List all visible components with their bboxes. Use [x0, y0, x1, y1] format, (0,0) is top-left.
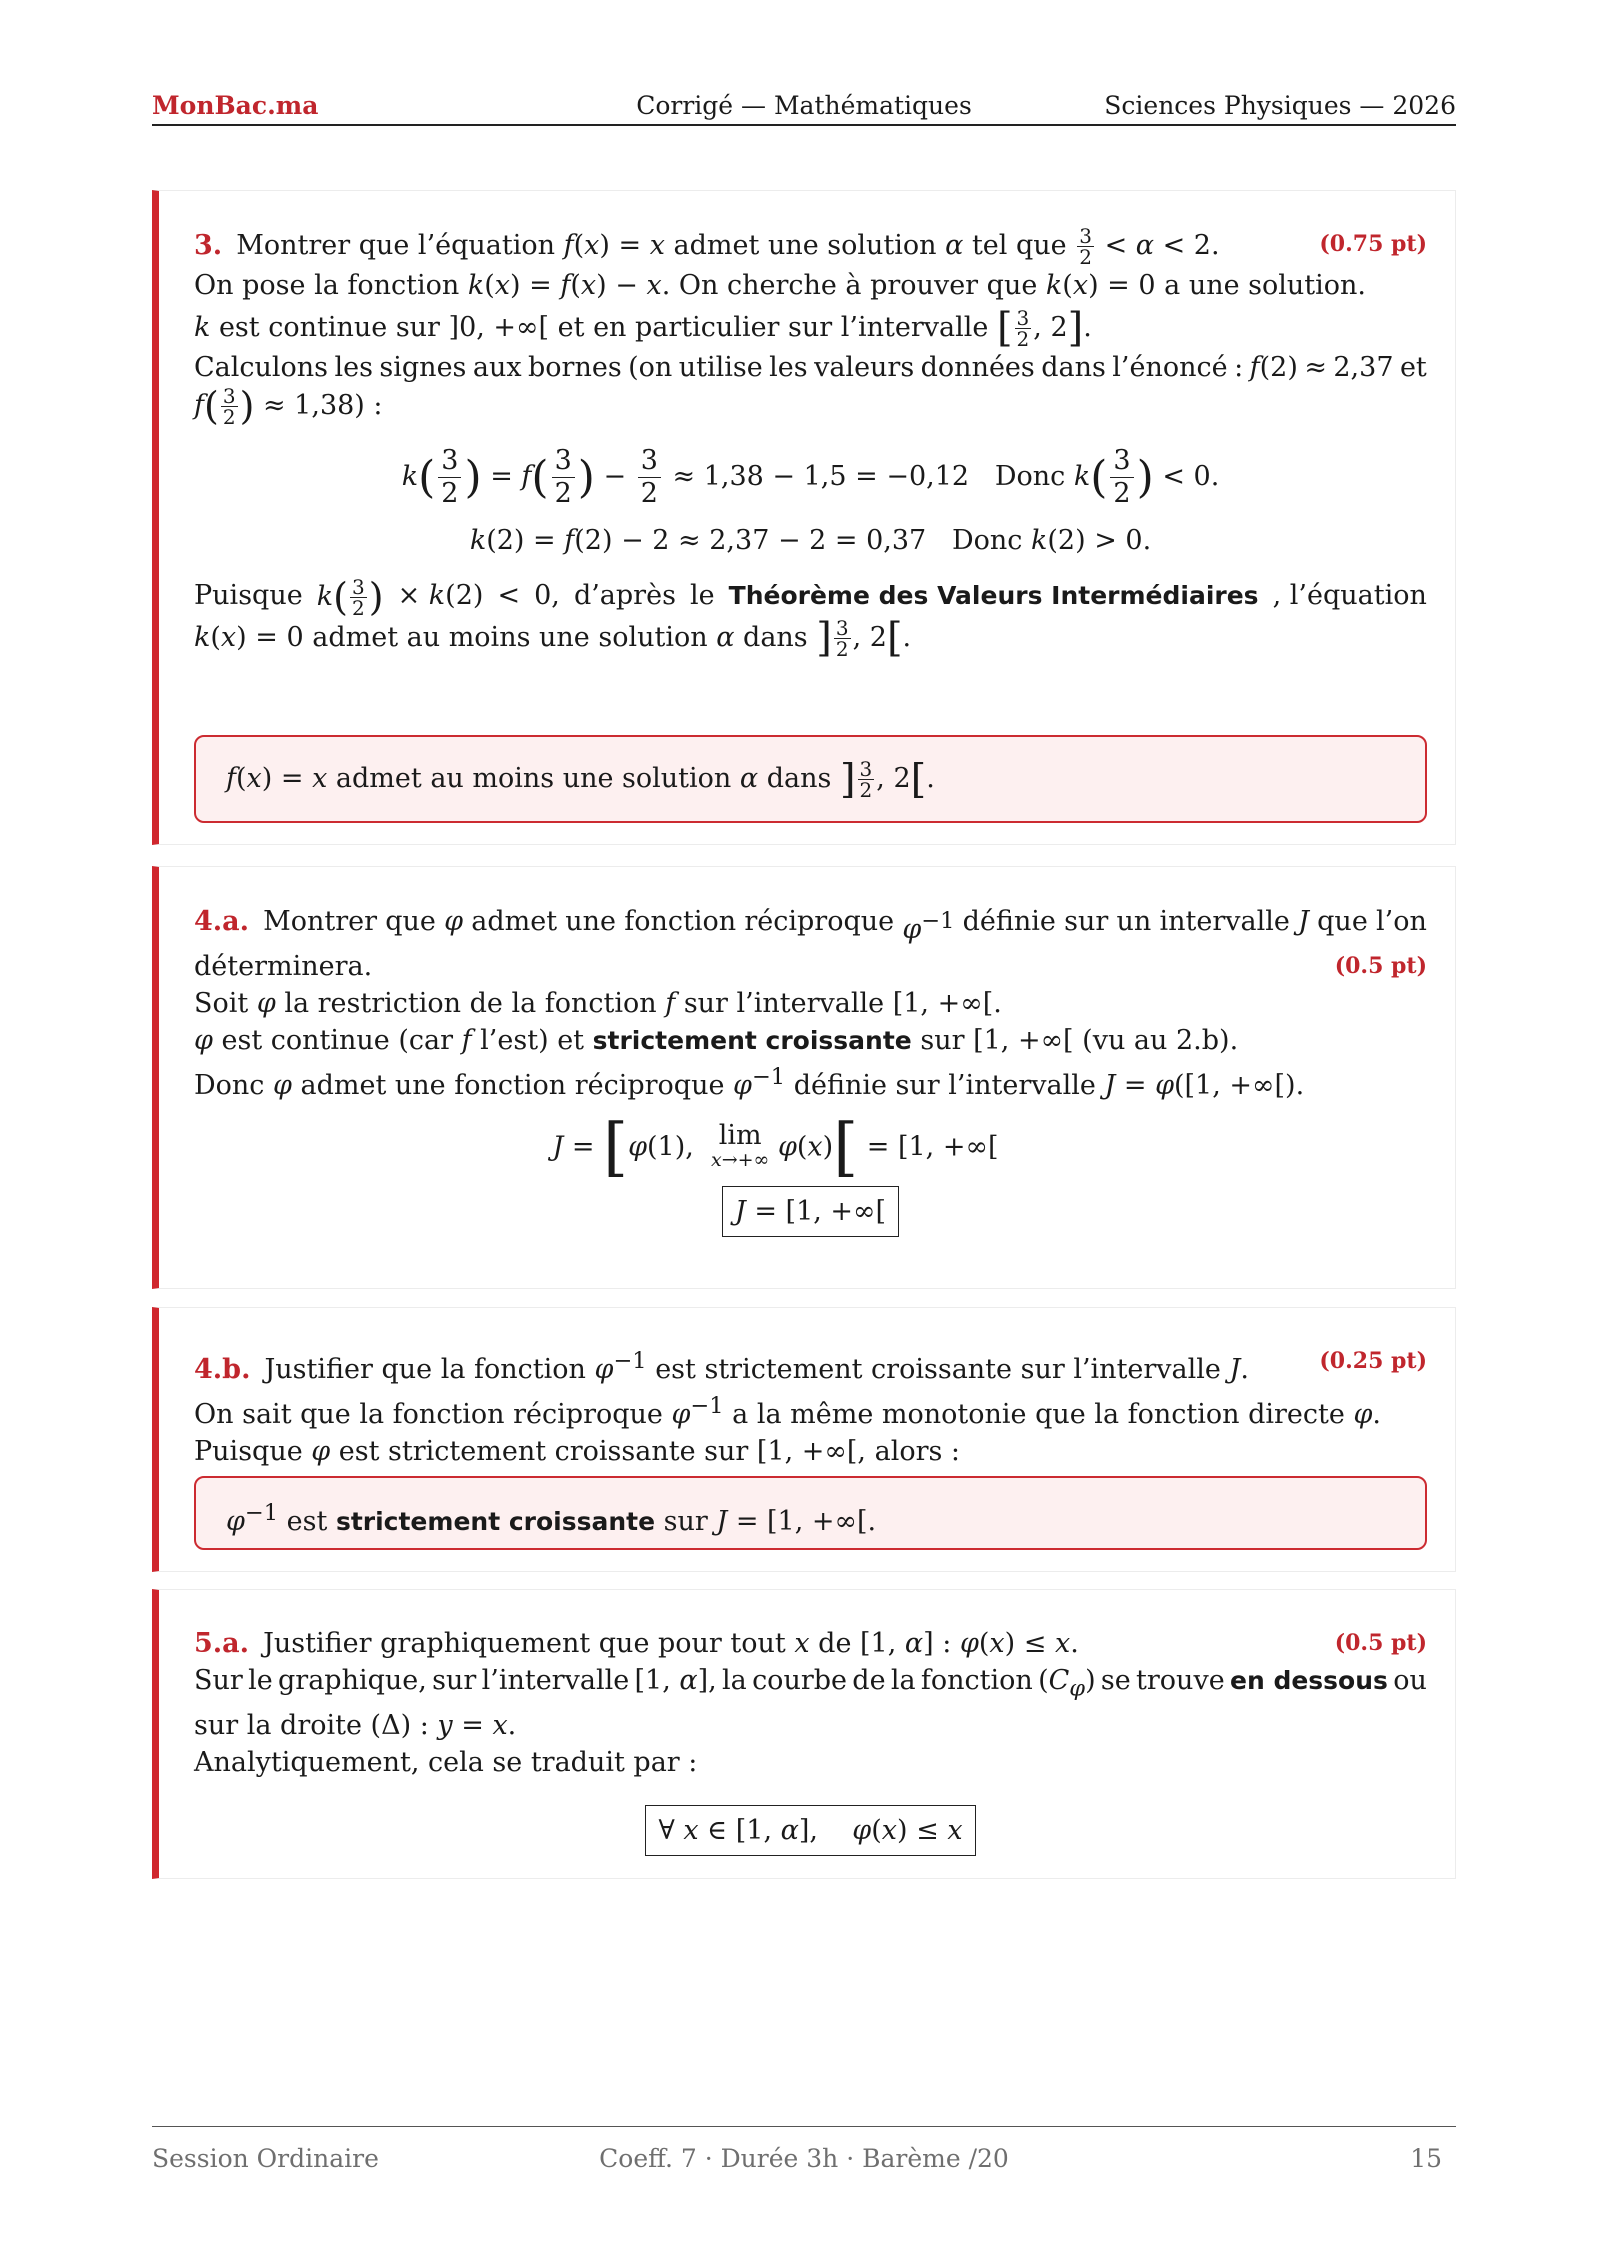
header-brand: MonBac.ma [152, 91, 319, 120]
question-4b-section [152, 1307, 1456, 1572]
question-5a-text: 5.a. Justifier graphiquement que pour tout x de [1, α] : φ(x) ≤ x. (0.5 pt) Sur le graphique, sur l’intervalle [1, α], la courbe de la fonction $(C_\varphi)$ se trouve en dessous ou sur la droite (Δ) : y = x. Analytiquement, cela se traduit par : ∀ x ∈ [1, α], φ(x) ≤ x [194, 1625, 1427, 1856]
equation-k-two: k(2) = f(2) − 2 ≈ 2,37 − 2 = 0,37 Donc k(2) > 0. [469, 525, 1152, 556]
equation-J-limit: J = [φ(1), lim x→+∞ φ(x)[ = [1, +∞[ [552, 1110, 999, 1185]
header-title: Corrigé — Mathématiques [636, 91, 972, 120]
question-3-result-box: f(x) = x admet au moins une solution α dans ] $\frac{3}{2}$ , 2[. [194, 735, 1427, 823]
strict-label: strictement croissante [592, 1026, 912, 1055]
points-badge: (0.75 pt) [1319, 231, 1427, 257]
question-number: 4.a. [194, 906, 250, 937]
question-3-section [152, 190, 1456, 845]
points-badge: (0.5 pt) [1334, 1630, 1427, 1656]
question-3-text: 3. Montrer que l’équation f(x) = x admet une solution α tel que $\frac{3}{2}$ < α < 2. (0.75 pt) On pose la fonction k(x) = f(x) − x. On cherche à prouver que k(x) = 0 a une solution. k est continue sur ]0, +∞[ et en particulier sur l’intervalle [ $\frac{3}{2}$ , 2]. Calculons les signes aux bornes (on utilise les valeurs données dans l’énoncé : f(2) ≈ 2,37 et f( $\frac{3}{2}$ ) ≈ 1,38) : k( $\frac{3}{2}$ ) = f( $\frac{3}{2}$ ) − $\frac{3}{2}$ ≈ 1,38 − 1,5 = −0,12 Donc k( $\frac{3}{2}$ ) < 0. k(2) = f(2) − 2 ≈ 2,37 − 2 = 0,37 Donc k(2) > 0. Puisque k( $\frac{3}{2}$ ) × k(2) < 0, d’après le Théorème des Valeurs Intermédiaires , l’équation k(x) = 0 admet au moins une solution α dans ] $\frac{3}{2}$ , 2[. [194, 224, 1427, 661]
boxed-result-inequality: ∀ x ∈ [1, α], φ(x) ≤ x [645, 1805, 975, 1856]
question-4a-section [152, 866, 1456, 1289]
strict-label: strictement croissante [335, 1507, 656, 1536]
analytic-line: Analytiquement, cela se traduit par : [194, 1747, 698, 1779]
question-number: 4.b. [194, 1354, 251, 1385]
question-4b-text: 4.b. Justifier que la fonction $\varphi^{-1}$ est strictement croissante sur l’intervalle J. (0.25 pt) On sait que la fonction réciproque $\varphi^{-1}$ a la même monotonie que la fonction directe φ. Puisque φ est strictement croissante sur [1, +∞[, alors : [194, 1343, 1427, 1470]
below-label: en dessous [1229, 1666, 1388, 1695]
question-5a-section [152, 1589, 1456, 1879]
points-badge: (0.5 pt) [1334, 953, 1427, 979]
header-subject: Sciences Physiques — 2026 [1104, 91, 1456, 120]
page-footer [152, 2126, 1456, 2177]
boxed-result-J: J = [1, +∞[ [722, 1186, 899, 1237]
question-number: 5.a. [194, 1628, 250, 1659]
theorem-name: Théorème des Valeurs Intermédiaires [728, 581, 1259, 610]
question-4b-result-box: $\varphi^{-1}$ est strictement croissante sur J = [1, +∞[. [194, 1476, 1427, 1550]
page-number: 15 [1410, 2144, 1442, 2173]
points-badge: (0.25 pt) [1319, 1348, 1427, 1374]
question-4a-text: 4.a. Montrer que φ admet une fonction réciproque $\varphi^{-1}$ définie sur un intervalle J que l’on déterminera. (0.5 pt) Soit φ la restriction de la fonction f sur l’intervalle [1, +∞[. φ est continue (car f l’est) et strictement croissante sur [1, +∞[ (vu au 2.b). Donc φ admet une fonction réciproque $\varphi^{-1}$ définie sur l’intervalle J = φ([1, +∞[). J = [φ(1), lim x→+∞ φ(x)[ = [1, +∞[ J = [1, +∞[ [194, 903, 1427, 1237]
question-number: 3. [194, 230, 223, 261]
page-header [152, 88, 1456, 126]
footer-session: Session Ordinaire [152, 2144, 379, 2173]
footer-details: Coeff. 7 · Durée 3h · Barème /20 [599, 2144, 1009, 2173]
equation-k-three-halves: k( $\frac{3}{2}$ ) = f( $\frac{3}{2}$ ) − $\frac{3}{2}$ ≈ 1,38 − 1,5 = −0,12 Donc k( $\frac{3}{2}$ ) < 0. [401, 445, 1220, 509]
